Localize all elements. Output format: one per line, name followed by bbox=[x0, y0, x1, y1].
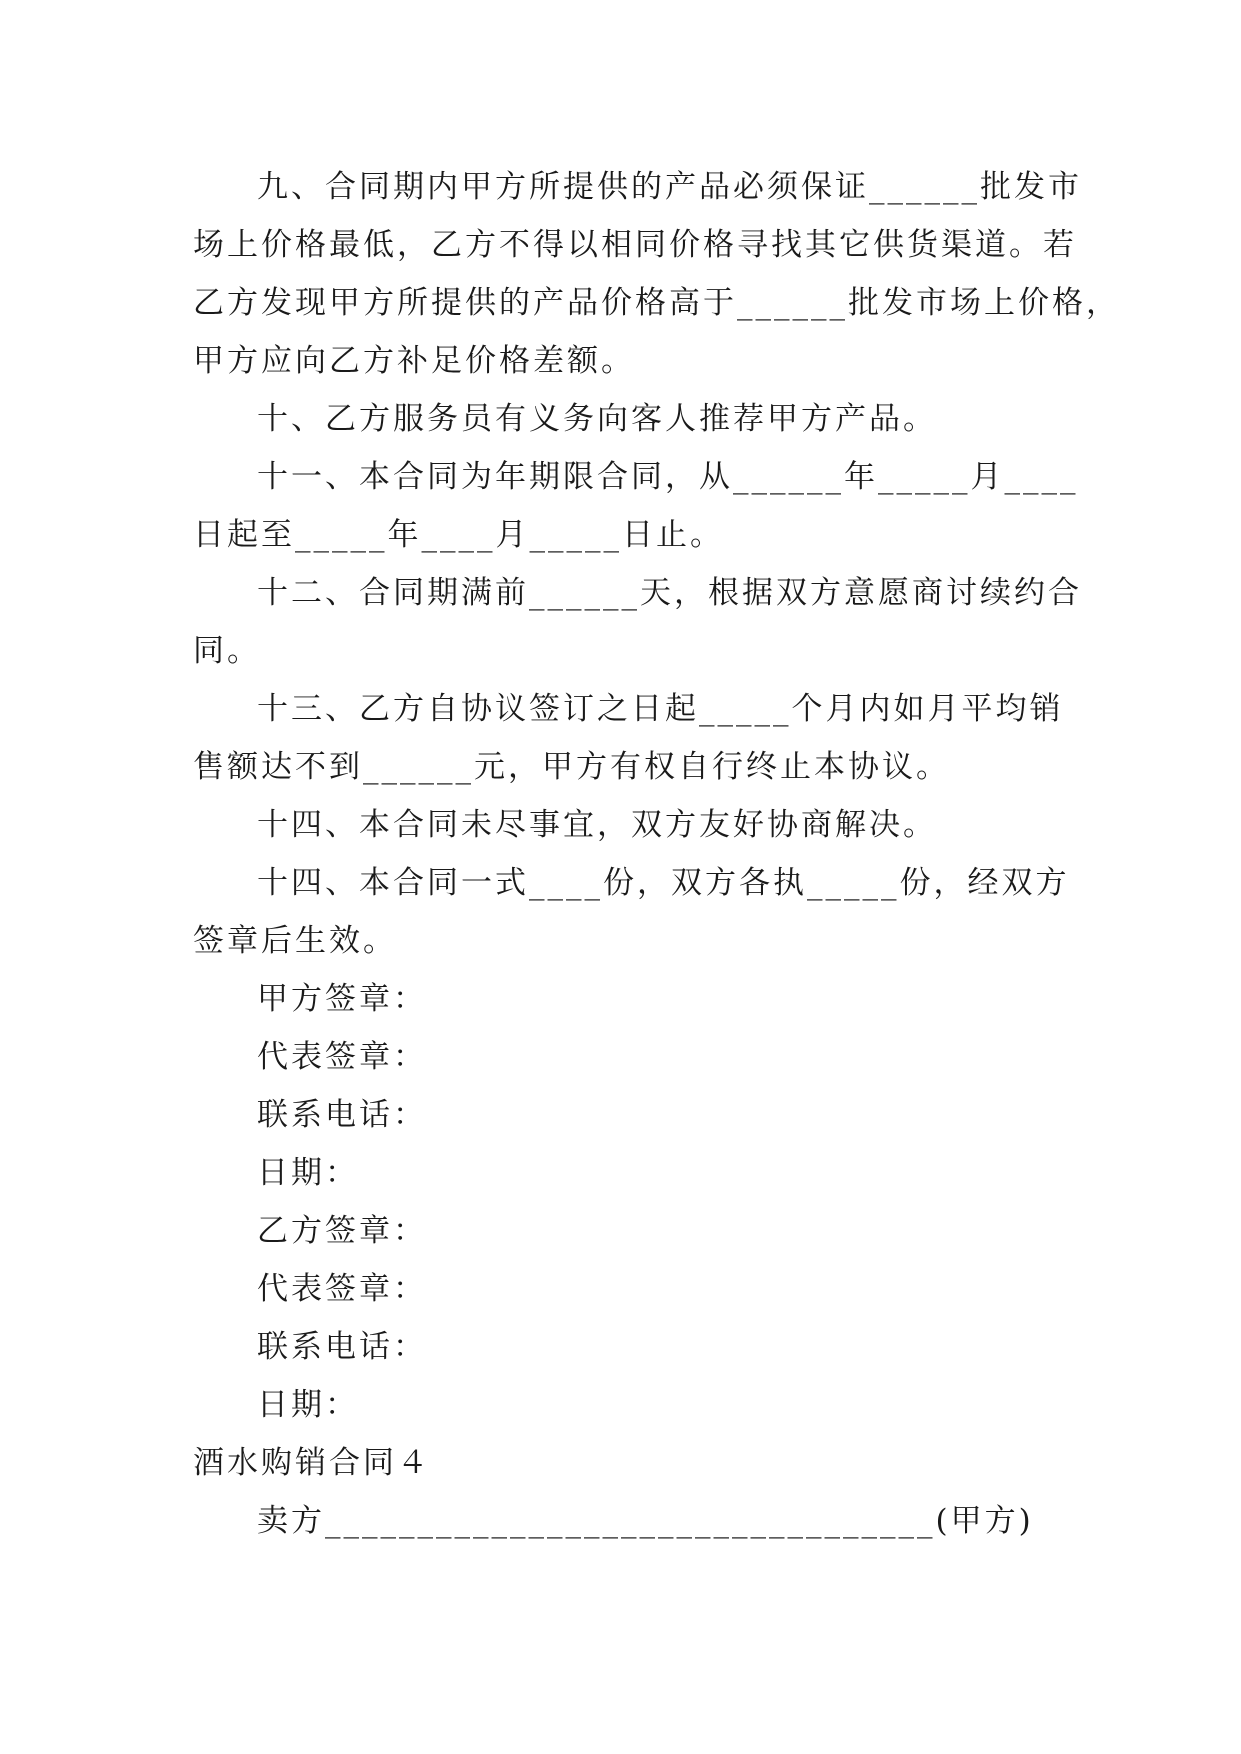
next-contract-heading: 酒水购销合同４ bbox=[193, 1445, 431, 1481]
clause-10-line-1: 十、乙方服务员有义务向客人推荐甲方产品。 bbox=[257, 401, 937, 437]
seller-line-text: 卖方_________________________________(甲方) bbox=[257, 1503, 1034, 1539]
sig-party-a-phone-label: 联系电话： bbox=[257, 1097, 427, 1133]
sig-party-a-rep bbox=[193, 1028, 1053, 1086]
clause-14b-line-2: 签章后生效。 bbox=[193, 923, 397, 959]
clause-12 bbox=[193, 564, 1082, 680]
sig-party-b-date-label: 日期： bbox=[257, 1387, 359, 1423]
clause-14b bbox=[193, 854, 1070, 970]
clause-11 bbox=[193, 448, 1079, 564]
sig-party-a-date bbox=[193, 1144, 1053, 1202]
clause-14a-line-1: 十四、本合同未尽事宜，双方友好协商解决。 bbox=[257, 807, 937, 843]
clause-9-line-1: 九、合同期内甲方所提供的产品必须保证______批发市 bbox=[257, 169, 1082, 205]
sig-party-b-phone bbox=[193, 1318, 1053, 1376]
clause-12-line-2: 同。 bbox=[193, 633, 261, 669]
clause-11-line-2: 日起至_____年____月_____日止。 bbox=[193, 517, 724, 553]
sig-party-b-rep bbox=[193, 1260, 1053, 1318]
clause-9-line-4: 甲方应向乙方补足价格差额。 bbox=[193, 343, 635, 379]
document-body bbox=[193, 158, 1120, 1550]
clause-14b-line-1: 十四、本合同一式____份，双方各执_____份，经双方 bbox=[257, 865, 1070, 901]
sig-party-a-phone bbox=[193, 1086, 1053, 1144]
clause-9 bbox=[193, 158, 1120, 390]
sig-party-b-seal bbox=[193, 1202, 1053, 1260]
sig-party-a-date-label: 日期： bbox=[257, 1155, 359, 1191]
sig-party-a-seal bbox=[193, 970, 1053, 1028]
sig-party-b-rep-label: 代表签章： bbox=[257, 1271, 427, 1307]
clause-9-line-3: 乙方发现甲方所提供的产品价格高于______批发市场上价格， bbox=[193, 285, 1120, 321]
sig-party-b-seal-label: 乙方签章： bbox=[257, 1213, 427, 1249]
clause-12-line-1: 十二、合同期满前______天，根据双方意愿商讨续约合 bbox=[257, 575, 1082, 611]
clause-9-line-2: 场上价格最低，乙方不得以相同价格寻找其它供货渠道。若 bbox=[193, 227, 1077, 263]
clause-11-line-1: 十一、本合同为年期限合同，从______年_____月____ bbox=[257, 459, 1079, 495]
clause-14a bbox=[193, 796, 1053, 854]
sig-party-b-phone-label: 联系电话： bbox=[257, 1329, 427, 1365]
sig-party-a-rep-label: 代表签章： bbox=[257, 1039, 427, 1075]
sig-party-b-date bbox=[193, 1376, 1053, 1434]
clause-13-line-2: 售额达不到______元，甲方有权自行终止本协议。 bbox=[193, 749, 950, 785]
clause-13 bbox=[193, 680, 1064, 796]
clause-13-line-1: 十三、乙方自协议签订之日起_____个月内如月平均销 bbox=[257, 691, 1064, 727]
clause-10 bbox=[193, 390, 1053, 448]
seller-line bbox=[193, 1492, 1053, 1550]
sig-party-a-seal-label: 甲方签章： bbox=[257, 981, 427, 1017]
